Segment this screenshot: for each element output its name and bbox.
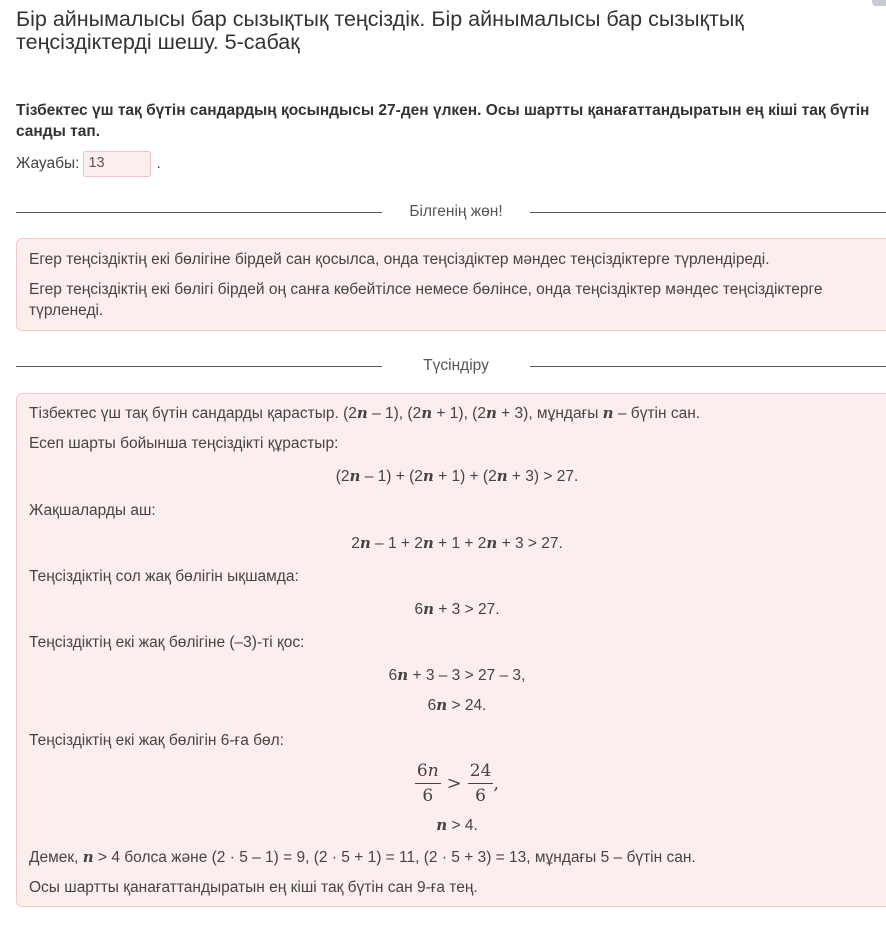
- fraction-equation: $\frac{6n}{6}$ > $\frac{24}{6}$ ,: [416, 761, 500, 806]
- explanation-intro: Тізбектес үш тақ бүтін сандарды қарастыр. (2n – 1), (2n + 1), (2n + 3), мұндағы n – бүтін сан.: [29, 404, 701, 422]
- var-n: n: [356, 404, 368, 422]
- equation-2: 2n – 1 + 2n + 1 + 2n + 3 > 27.: [351, 534, 563, 552]
- var-n: n: [485, 404, 497, 422]
- explanation-box: [16, 393, 886, 907]
- answer-row: [16, 150, 161, 178]
- equation-3: 6n + 3 > 27.: [414, 600, 500, 618]
- var-n: n: [421, 404, 433, 422]
- answer-label: Жауабы:: [16, 155, 80, 172]
- step-1-text: Есеп шарты бойынша теңсіздікті құрастыр:: [29, 435, 339, 452]
- explanation-divider: [16, 356, 886, 376]
- step-2-text: Жақшаларды аш:: [29, 502, 156, 519]
- equation-1: (2n – 1) + (2n + 1) + (2n + 3) > 27.: [335, 467, 579, 485]
- step-3-text: Теңсіздіктің сол жақ бөлігін ықшамда:: [29, 568, 299, 585]
- var-n: n: [602, 404, 614, 422]
- question-text: Тізбектес үш тақ бүтін сандардың қосындысы 27-ден үлкен. Осы шартты қанағаттандыратын ең кіші тақ бүтін санды тап.: [16, 102, 870, 140]
- equation-4: 6n + 3 – 3 > 27 – 3,: [388, 666, 526, 684]
- explanation-title: Түсіндіру: [423, 357, 489, 374]
- final-answer-text: Осы шартты қанағаттандыратын ең кіші тақ бүтін сан 9-ға тең.: [29, 879, 478, 896]
- corner-tab: [872, 0, 886, 6]
- fraction-right: $\frac{24}{6}$: [469, 761, 492, 806]
- answer-input[interactable]: 13: [83, 151, 151, 177]
- hint-line-2: Егер теңсіздіктің екі бөлігі бірдей оң санға көбейтілсе немесе бөлінсе, онда теңсіздіктер мәндес теңсіздіктерге түрленеді.: [29, 281, 823, 319]
- hint-divider: [16, 202, 886, 222]
- fraction-left: $\frac{6n}{6}$: [416, 761, 439, 806]
- answer-suffix: .: [156, 155, 161, 172]
- step-5-text: Теңсіздіктің екі жақ бөлігін 6-ға бөл:: [29, 732, 284, 749]
- conclusion-text: Демек, n > 4 болса және (2 · 5 – 1) = 9, (2 · 5 + 1) = 11, (2 · 5 + 3) = 13, мұндағы 5 – бүтін сан.: [29, 848, 696, 866]
- hint-box: [16, 238, 886, 331]
- greater-than: >: [446, 773, 462, 794]
- page-title: Бір айнымалысы бар сызықтық теңсіздік. Бір айнымалысы бар сызықтық теңсіздіктерді шешу. 5-сабақ: [16, 7, 744, 54]
- step-4-text: Теңсіздіктің екі жақ бөлігіне (–3)-ті қос:: [29, 634, 305, 651]
- equation-6: n > 4.: [436, 816, 478, 834]
- hint-title: Білгенің жөн!: [409, 203, 503, 220]
- equation-5: 6n > 24.: [427, 696, 487, 714]
- hint-line-1: Егер теңсіздіктің екі бөлігіне бірдей сан қосылса, онда теңсіздіктер мәндес теңсіздіктерге түрлендіреді.: [29, 251, 770, 268]
